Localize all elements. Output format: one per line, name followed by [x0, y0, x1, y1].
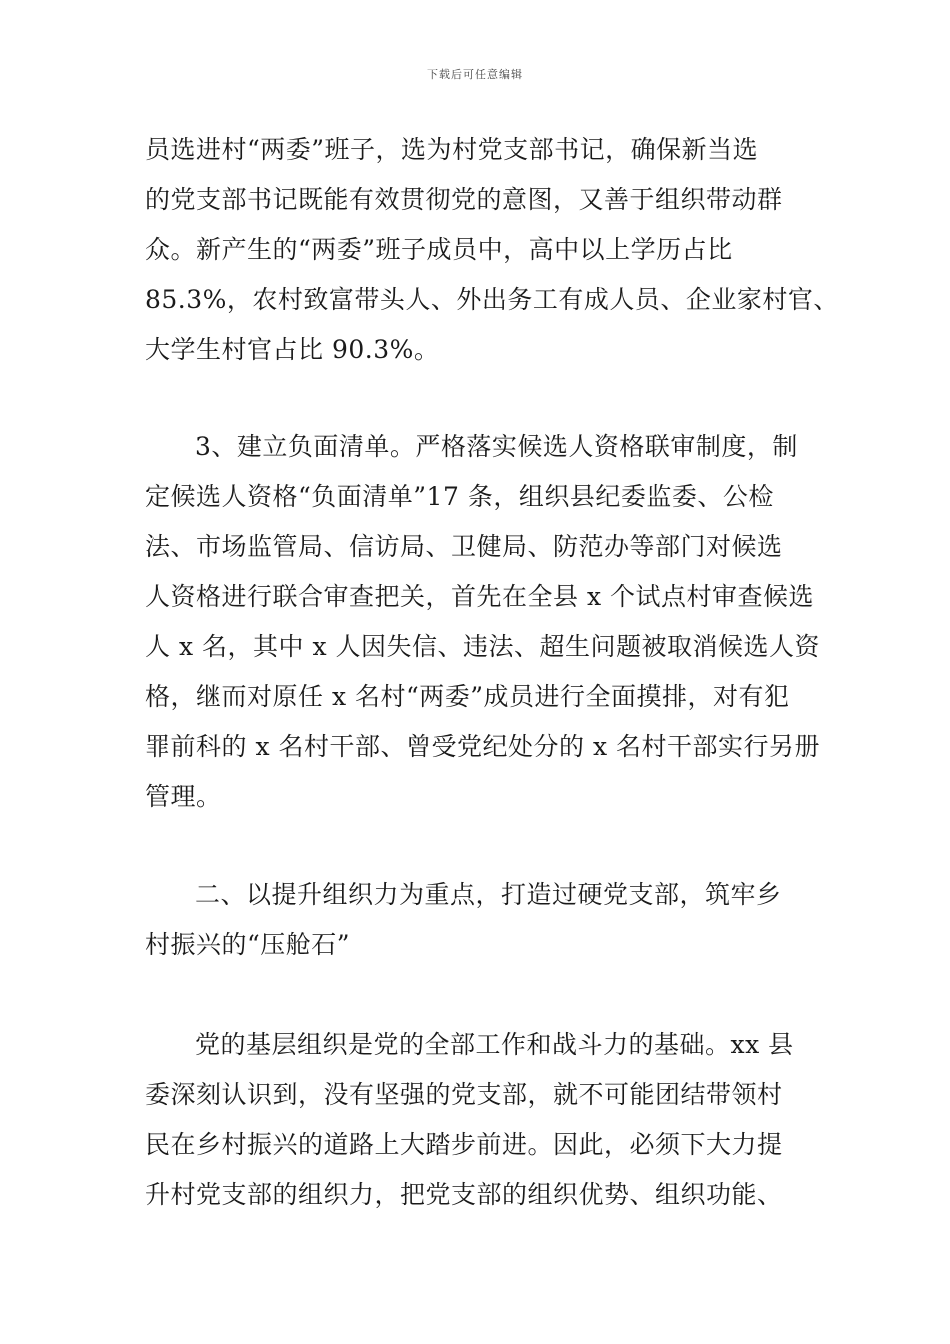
paragraph-1-line-3: 众。新产生的“两委”班子成员中，高中以上学历占比 — [145, 235, 733, 264]
paragraph-2-line-7: 罪前科的 x 名村干部、曾受党纪处分的 x 名村干部实行另册 — [145, 732, 820, 761]
paragraph-2-line-5: 人 x 名，其中 x 人因失信、违法、超生问题被取消候选人资 — [145, 632, 820, 661]
paragraph-1-line-4: 85.3%，农村致富带头人、外出务工有成人员、企业家村官、 — [145, 285, 839, 314]
paragraph-1-line-2: 的党支部书记既能有效贯彻党的意图，又善于组织带动群 — [145, 185, 783, 214]
paragraph-4-line-4: 升村党支部的组织力，把党支部的组织优势、组织功能、 — [145, 1180, 783, 1209]
section-heading-line-1: 二、以提升组织力为重点，打造过硬党支部，筑牢乡 — [195, 880, 782, 909]
page-header: 下载后可任意编辑 — [427, 68, 523, 81]
paragraph-2-line-8: 管理。 — [145, 782, 222, 811]
paragraph-2-line-6: 格，继而对原任 x 名村“两委”成员进行全面摸排，对有犯 — [145, 682, 790, 711]
paragraph-4-line-3: 民在乡村振兴的道路上大踏步前进。因此，必须下大力提 — [145, 1130, 783, 1159]
paragraph-2-line-2: 定候选人资格“负面清单”17 条，组织县纪委监委、公检 — [145, 482, 774, 511]
paragraph-4-line-2: 委深刻认识到，没有坚强的党支部，就不可能团结带领村 — [145, 1080, 783, 1109]
section-heading-line-2: 村振兴的“压舱石” — [145, 930, 351, 959]
paragraph-1-line-5: 大学生村官占比 90.3%。 — [145, 335, 440, 364]
paragraph-2-line-4: 人资格进行联合审查把关，首先在全县 x 个试点村审查候选 — [145, 582, 814, 611]
paragraph-2-line-3: 法、市场监管局、信访局、卫健局、防范办等部门对候选 — [145, 532, 783, 561]
paragraph-4-line-1: 党的基层组织是党的全部工作和战斗力的基础。xx 县 — [195, 1030, 794, 1059]
paragraph-1-line-1: 员选进村“两委”班子，选为村党支部书记，确保新当选 — [145, 135, 759, 164]
paragraph-2-line-1: 3、建立负面清单。严格落实候选人资格联审制度，制 — [195, 432, 798, 461]
